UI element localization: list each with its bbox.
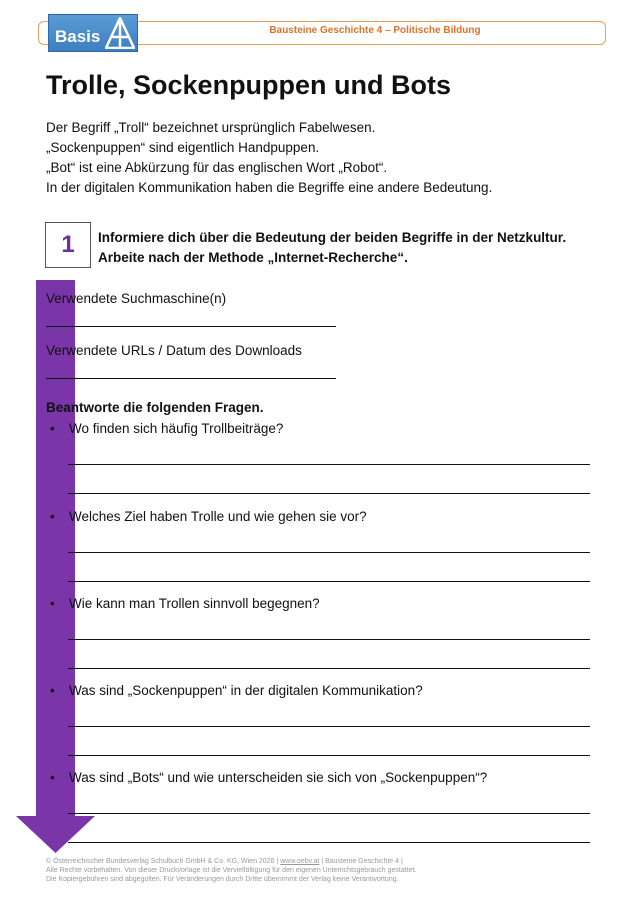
task-line: Informiere dich über die Bedeutung der beiden Begriffe in der Netzkultur. bbox=[98, 230, 567, 245]
down-arrow-icon bbox=[16, 280, 96, 854]
series-title: Bausteine Geschichte 4 – Politische Bildung bbox=[269, 25, 481, 36]
answer-line[interactable] bbox=[68, 813, 590, 814]
footer bbox=[46, 857, 606, 884]
triangle-logo-icon bbox=[105, 17, 135, 49]
footer-line: Die Kopiergebühren sind abgegolten. Für Veränderungen durch Dritte übernimmt der Verlag keine Verantwortung. bbox=[46, 876, 399, 883]
bullet: • bbox=[50, 683, 55, 698]
answer-line[interactable] bbox=[68, 581, 590, 582]
search-engine-answer-line[interactable] bbox=[46, 326, 336, 327]
logo-text: Basis bbox=[55, 27, 101, 46]
task-instructions bbox=[98, 228, 608, 268]
intro-text bbox=[46, 118, 606, 198]
intro-line: „Sockenpuppen“ sind eigentlich Handpuppen. bbox=[46, 140, 320, 155]
answer-line[interactable] bbox=[68, 842, 590, 843]
search-engine-label: Verwendete Suchmaschine(n) bbox=[46, 291, 227, 306]
urls-label: Verwendete URLs / Datum des Downloads bbox=[46, 343, 302, 358]
series-text: | Bausteine Geschichte 4 | bbox=[321, 858, 403, 865]
bullet: • bbox=[50, 509, 55, 524]
bullet: • bbox=[50, 596, 55, 611]
answer-line[interactable] bbox=[68, 755, 590, 756]
answer-line[interactable] bbox=[68, 493, 590, 494]
task-number: 1 bbox=[45, 222, 91, 268]
answer-line[interactable] bbox=[68, 726, 590, 727]
question-text: Welches Ziel haben Trolle und wie gehen sie vor? bbox=[69, 509, 367, 524]
copyright-text: © Österreichischer Bundesverlag Schulbuch GmbH & Co. KG, Wien 2026 | bbox=[46, 858, 279, 865]
basis-logo bbox=[48, 14, 138, 52]
urls-answer-line[interactable] bbox=[46, 378, 336, 379]
intro-line: „Bot“ ist eine Abkürzung für das englischen Wort „Robot“. bbox=[46, 160, 388, 175]
answer-line[interactable] bbox=[68, 552, 590, 553]
page-title: Trolle, Sockenpuppen und Bots bbox=[46, 70, 452, 100]
question-text: Was sind „Bots“ und wie unterscheiden sie sich von „Sockenpuppen“? bbox=[69, 770, 488, 785]
question-text: Was sind „Sockenpuppen“ in der digitalen Kommunikation? bbox=[69, 683, 423, 698]
publisher-link[interactable]: www.oebv.at bbox=[280, 858, 320, 865]
footer-line bbox=[46, 857, 606, 866]
question-text: Wie kann man Trollen sinnvoll begegnen? bbox=[69, 596, 320, 611]
bullet: • bbox=[50, 770, 55, 785]
intro-line: In der digitalen Kommunikation haben die Begriffe eine andere Bedeutung. bbox=[46, 180, 493, 195]
footer-line: Alle Rechte vorbehalten. Von dieser Druckvorlage ist die Vervielfältigung für den eigenen Unterrichtsgebrauch gestattet. bbox=[46, 867, 417, 874]
answer-line[interactable] bbox=[68, 639, 590, 640]
answer-line[interactable] bbox=[68, 464, 590, 465]
questions-heading: Beantworte die folgenden Fragen. bbox=[46, 400, 264, 415]
bullet: • bbox=[50, 421, 55, 436]
answer-line[interactable] bbox=[68, 668, 590, 669]
task-line: Arbeite nach der Methode „Internet-Recherche“. bbox=[98, 250, 408, 265]
intro-line: Der Begriff „Troll“ bezeichnet ursprünglich Fabelwesen. bbox=[46, 120, 376, 135]
question-text: Wo finden sich häufig Trollbeiträge? bbox=[69, 421, 284, 436]
